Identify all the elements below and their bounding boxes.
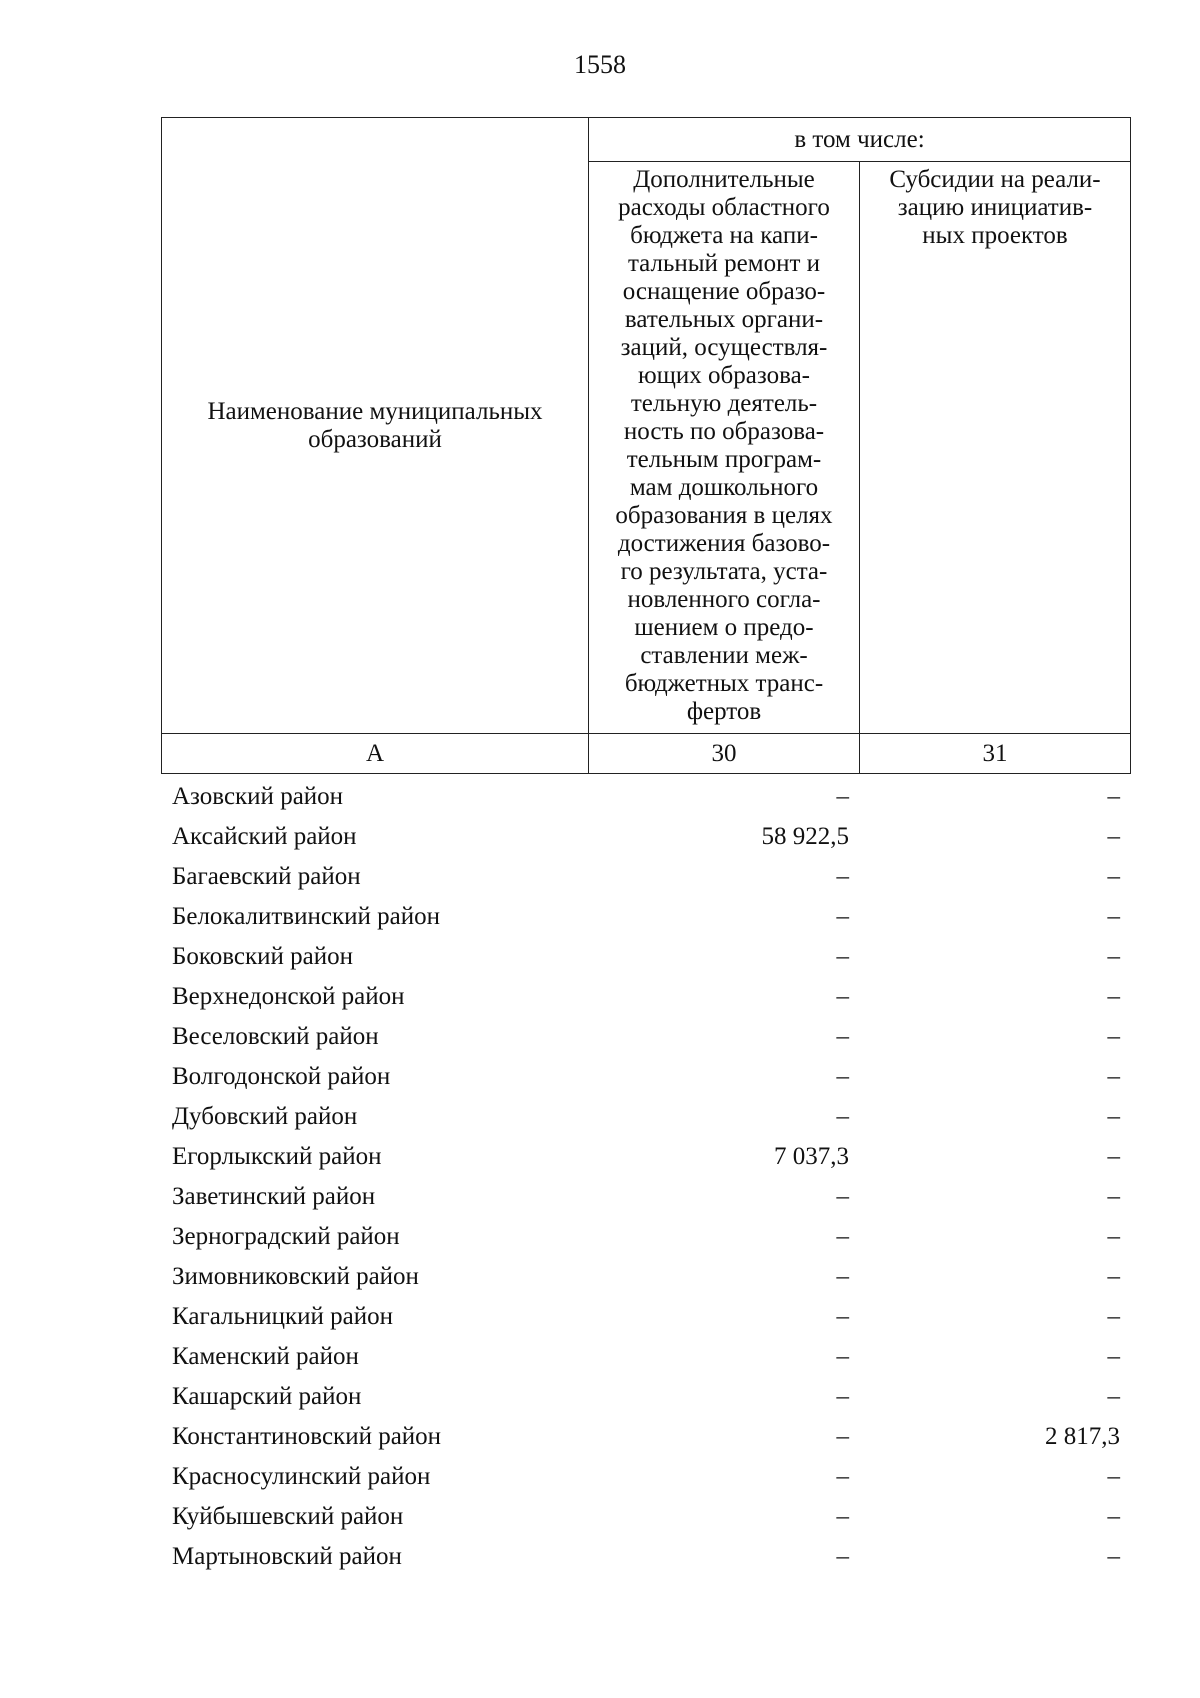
value-col-30: – xyxy=(836,783,849,810)
table-row xyxy=(161,1337,1130,1377)
column-number-31: 31 xyxy=(860,734,1131,774)
table-row xyxy=(161,1177,1130,1217)
value-col-31: – xyxy=(1107,823,1120,850)
header-col-31: Субсидии на реали- зацию инициатив- ных проектов xyxy=(860,162,1131,734)
municipality-name: Азовский район xyxy=(172,783,344,810)
page-number: 1558 xyxy=(574,50,626,79)
municipality-name: Зимовниковский район xyxy=(172,1263,419,1290)
value-col-31: – xyxy=(1107,1143,1120,1170)
value-col-30: – xyxy=(836,1423,849,1450)
header-group-label: в том числе: xyxy=(589,118,1131,162)
value-col-31: – xyxy=(1107,783,1120,810)
value-col-30: 7 037,3 xyxy=(774,1143,849,1170)
municipality-name: Зерноградский район xyxy=(172,1223,400,1250)
value-col-31: – xyxy=(1107,1503,1120,1530)
value-col-30: – xyxy=(836,943,849,970)
table-row xyxy=(161,1377,1130,1417)
municipality-name: Верхнедонской район xyxy=(172,983,405,1010)
table-row xyxy=(161,1457,1130,1497)
value-col-30: – xyxy=(836,863,849,890)
table-row xyxy=(161,1097,1130,1137)
value-col-30: – xyxy=(836,1223,849,1250)
table-row xyxy=(161,817,1130,857)
municipality-name: Волгодонской район xyxy=(172,1063,391,1090)
value-col-31: – xyxy=(1107,863,1120,890)
value-col-30: – xyxy=(836,1183,849,1210)
value-col-31: – xyxy=(1107,1183,1120,1210)
value-col-30: – xyxy=(836,1343,849,1370)
municipality-name: Егорлыкский район xyxy=(172,1143,382,1170)
municipality-name: Заветинский район xyxy=(172,1183,376,1210)
value-col-31: – xyxy=(1107,943,1120,970)
value-col-31: – xyxy=(1107,1223,1120,1250)
table-row xyxy=(161,1497,1130,1537)
value-col-31: – xyxy=(1107,1063,1120,1090)
value-col-31: – xyxy=(1107,983,1120,1010)
value-col-30: – xyxy=(836,1023,849,1050)
table-row xyxy=(161,1417,1130,1457)
municipality-name: Константиновский район xyxy=(172,1423,442,1450)
value-col-30: – xyxy=(836,1463,849,1490)
value-col-30: – xyxy=(836,983,849,1010)
table-body xyxy=(161,777,1130,1577)
value-col-30: – xyxy=(836,1303,849,1330)
value-col-31: – xyxy=(1107,1023,1120,1050)
header-col-30: Дополнительные расходы областного бюджета на капи- тальный ремонт и оснащение образо- вательных органи- заций, осуществля- ющих образова- тельную деятель- ность по образова- тельным програм- мам дошкольного образования в целях достижения базово- го результата, уста- новленного согла- шением о предо- ставлении меж- бюджетных транс- фертов xyxy=(589,162,860,734)
table-header xyxy=(161,117,1131,774)
value-col-31: – xyxy=(1107,1263,1120,1290)
table-row xyxy=(161,977,1130,1017)
column-number-30: 30 xyxy=(589,734,860,774)
value-col-30: – xyxy=(836,1063,849,1090)
municipality-name: Аксайский район xyxy=(172,823,357,850)
table-row xyxy=(161,897,1130,937)
value-col-31: 2 817,3 xyxy=(1045,1423,1120,1450)
value-col-31: – xyxy=(1107,1343,1120,1370)
table-row xyxy=(161,1217,1130,1257)
municipality-name: Веселовский район xyxy=(172,1023,379,1050)
value-col-31: – xyxy=(1107,1303,1120,1330)
value-col-31: – xyxy=(1107,1383,1120,1410)
value-col-30: 58 922,5 xyxy=(761,823,849,850)
municipality-name: Красносулинский район xyxy=(172,1463,431,1490)
value-col-30: – xyxy=(836,1503,849,1530)
value-col-30: – xyxy=(836,1383,849,1410)
municipality-name: Багаевский район xyxy=(172,863,361,890)
value-col-30: – xyxy=(836,903,849,930)
value-col-30: – xyxy=(836,1263,849,1290)
municipality-name: Дубовский район xyxy=(172,1103,358,1130)
municipality-name: Белокалитвинский район xyxy=(172,903,440,930)
table-row xyxy=(161,1297,1130,1337)
value-col-31: – xyxy=(1107,1543,1120,1570)
table-row xyxy=(161,937,1130,977)
municipality-name: Куйбышевский район xyxy=(172,1503,404,1530)
table-row xyxy=(161,1017,1130,1057)
municipality-name: Боковский район xyxy=(172,943,353,970)
municipality-name: Кашарский район xyxy=(172,1383,362,1410)
table-row xyxy=(161,1137,1130,1177)
value-col-30: – xyxy=(836,1103,849,1130)
municipality-name: Кагальницкий район xyxy=(172,1303,394,1330)
table-row xyxy=(161,777,1130,817)
table-row xyxy=(161,1057,1130,1097)
value-col-31: – xyxy=(1107,903,1120,930)
table-row xyxy=(161,1537,1130,1577)
header-name-column: Наименование муниципальных образований xyxy=(162,118,589,734)
value-col-31: – xyxy=(1107,1103,1120,1130)
value-col-31: – xyxy=(1107,1463,1120,1490)
value-col-30: – xyxy=(836,1543,849,1570)
municipality-name: Мартыновский район xyxy=(172,1543,402,1570)
table-row xyxy=(161,857,1130,897)
table-row xyxy=(161,1257,1130,1297)
municipality-name: Каменский район xyxy=(172,1343,359,1370)
column-number-a: А xyxy=(162,734,589,774)
